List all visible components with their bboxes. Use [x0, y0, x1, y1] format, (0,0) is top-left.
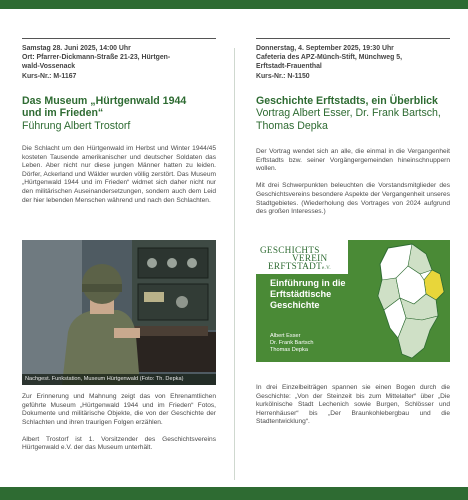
event-date: Samstag 28. Juni 2025, 14:00 Uhr [22, 45, 131, 52]
logo-text [268, 261, 331, 274]
logo-text-main: ERFTSTADT [268, 261, 323, 271]
cover-authors [270, 333, 370, 354]
event-meta [22, 44, 216, 81]
cover-author: Albert Esser [270, 333, 301, 339]
paragraph: Mit drei Schwerpunkten beleuchten die Vorstandsmitglieder des Geschichtsvereins besondere Aspekte der Vergangenheit unseres Stadtgebietes. (Wiederholung des Vortrages von 2024 aufgrund des großen Interesses.) [256, 182, 450, 216]
cover-title [270, 278, 382, 311]
cover-author: Dr. Frank Bartsch [270, 340, 314, 346]
event-description [256, 148, 450, 217]
event-location: Ort: Pfarrer-Dickmann-Straße 21-23, Hürtgen- [22, 54, 171, 62]
cover-title-line: Geschichte [270, 300, 320, 310]
event-subtitle-line: Vortrag Albert Esser, Dr. Frank Bartsch, [256, 107, 441, 120]
radio-station-image [22, 240, 216, 385]
event-title: Geschichte Erftstadts, ein Überblick [256, 94, 438, 107]
column-divider [234, 48, 235, 480]
paragraph: Der Vortrag wendet sich an alle, die einmal in die Vergangenheit Erftstadts bzw. seiner Vorgängergemeinden hineinschnuppern wollen. [256, 148, 450, 173]
event-title-line: und im Frieden“ [22, 107, 104, 120]
logo-text: GESCHICHTS [260, 245, 320, 255]
event-meta [256, 44, 450, 81]
header-rule [256, 38, 450, 39]
paragraph: In drei Einzelbeiträgen spannen sie einen Bogen durch die Geschichte: „Von der Steinzeit bis zum Mittelalter“ über „Die kurkölnische Stadt Lechenich sowie Burgen, Schlösser und Herrenhäuser“ bis „Der Braunkohlebergbau und die Stadtentwicklung“. [256, 384, 450, 426]
event-description [22, 145, 216, 205]
header-rule [22, 38, 216, 39]
event-title-line: Das Museum „Hürtgenwald 1944 [22, 94, 187, 107]
event-description-cont [256, 384, 450, 427]
photo-caption: Nachgest. Funkstation, Museum Hürtgenwald (Foto: Th. Depka) [22, 374, 216, 385]
paragraph: Albert Trostorf ist 1. Vorsitzender des Geschichtsvereins Hürtgenwald e.V. der das Museum unterhält. [22, 435, 216, 452]
logo-text: VEREIN [292, 253, 328, 263]
event-location-cont: wald-Vossenack [22, 63, 76, 71]
top-green-band [0, 0, 468, 9]
course-number: Kurs-Nr.: N-1150 [256, 72, 310, 80]
cover-title-line: Erftstädtische [270, 289, 332, 299]
bottom-green-band [0, 487, 468, 500]
event-subtitle: Führung Albert Trostorf [22, 119, 131, 132]
event-subtitle [256, 107, 450, 132]
book-cover [256, 240, 450, 362]
event-location-cont: Erftstadt-Frauenthal [256, 63, 322, 71]
logo-suffix: e.V. [322, 266, 331, 271]
cover-author: Thomas Depka [270, 347, 308, 353]
society-logo [256, 240, 348, 274]
erftstadt-map [368, 240, 450, 362]
museum-photo [22, 240, 216, 385]
cover-title-line: Einführung in die [270, 278, 346, 288]
event-location: Cafeteria des APZ-Münch-Stift, Münchweg 5, [256, 54, 402, 62]
event-subtitle-line: Thomas Depka [256, 119, 328, 132]
event-description-cont [22, 393, 216, 453]
event-title [22, 95, 216, 120]
paragraph: Zur Erinnerung und Mahnung zeigt das von Ehrenamtlichen geführte Museum „Hürtgenwald 1944 und im Frieden“ Fotos, Dokumente und militärische Objekte, die von der Geschichte der Schlachten und ihren traurigen Folgen erzählen. [22, 393, 216, 426]
course-number: Kurs-Nr.: M-1167 [22, 72, 77, 80]
event-date: Donnerstag, 4. September 2025, 19:30 Uhr [256, 45, 394, 52]
paragraph: Die Schlacht um den Hürtgenwald im Herbst und Winter 1944/45 kosteten Tausende amerikanischer und deutscher Soldaten das Leben. Aber nicht nur diese jungen Männer hatten zu leiden. Dörfer, Ackerland und Wälder wurden völlig zerstört. Das Museum „Hürtgenwald 1944 und im Frieden“ widmet sich daher nicht nur den militärischen Auseinandersetzungen, sondern auch dem Leid der hier lebenden Menschen während und nach den Schlachten. [22, 145, 216, 204]
